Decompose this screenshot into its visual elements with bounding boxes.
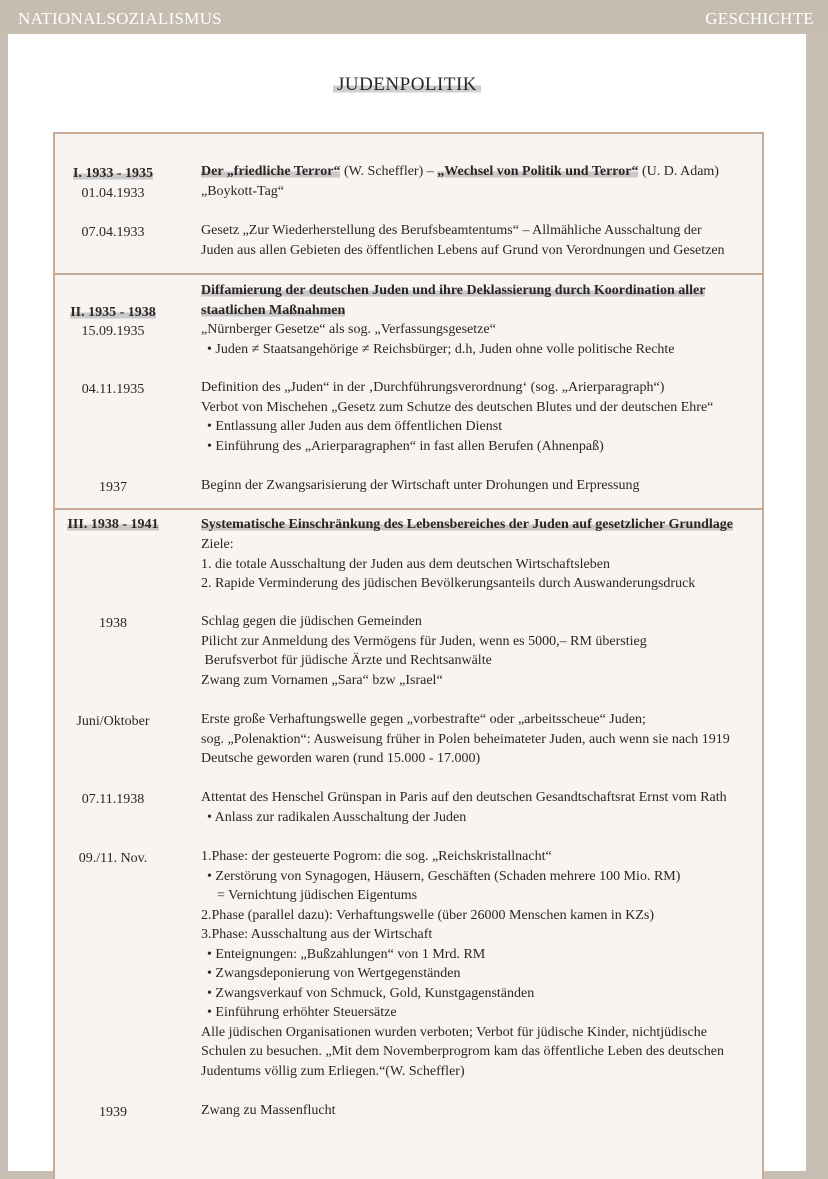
phase-heading: Der „friedliche Terror“ (W. Scheffler) – „Wechsel von Politik und Terror“ (U. D. Adam): [201, 164, 719, 179]
phase-heading: Systematische Einschränkung des Lebensbereiches der Juden auf gesetzlicher Grundlage: [201, 517, 734, 532]
entry-text: Schlag gegen die jüdischen Gemeinden Pilicht zur Anmeldung des Vermögens für Juden, wenn es 5000,– RM überstieg Berufsverbot für jüdische Ärzte und Rechtsanwälte Zwang zum Vornamen „Sara“ bzw „Israel“: [201, 614, 647, 688]
phase-label: I. 1933 - 1935: [72, 166, 154, 181]
entry-date: 09./11. Nov.: [78, 851, 148, 866]
header-bar: [0, 0, 828, 34]
entry-date: 07.04.1933: [81, 225, 145, 240]
entry-date: 15.09.1935: [81, 324, 145, 339]
section-divider: [55, 273, 762, 275]
entry-text: Attentat des Henschel Grünspan in Paris auf den deutschen Gesandtschaftsrat Ernst vom Rath • Anlass zur radikalen Ausschaltung der Juden: [201, 788, 727, 827]
entry-text: Erste große Verhaftungswelle gegen „vorbestrafte“ oder „arbeitsscheue“ Juden; sog. „Polenaktion“: Ausweisung früher in Polen beheimateter Juden, auch wenn sie nach 1919 Deutsche geworden waren (rund 15.000 - 17.000): [201, 712, 730, 766]
entry-text: Gesetz „Zur Wiederherstellung des Berufsbeamtentums“ – Allmähliche Ausschaltung der Juden aus allen Gebieten des öffentlichen Lebens auf Grund von Verordnungen und Gesetzen: [201, 223, 725, 258]
entry-date: 1937: [99, 480, 127, 495]
entry-text: 1.Phase: der gesteuerte Pogrom: die sog. „Reichskristallnacht“ • Zerstörung von Synagogen, Häusern, Geschäften (Schaden mehrere 100 Mio. RM) = Vernichtung jüdischen Eigentums 2.Phase (parallel dazu): Verhaftungswelle (über 26000 Menschen kamen in KZs) 3.Phase: Ausschaltung aus der Wirtschaft • Enteignungen: „Bußzahlungen“ von 1 Mrd. RM • Zwangsdeponierung von Wertgegenständen • Zwangsverkauf von Schmuck, Gold, Kunstgagenständen • Einführung erhöhter Steuersätze Alle jüdischen Organisationen wurden verboten; Verbot für jüdische Kinder, nichtjüdische Schulen zu besuchen. „Mit dem Novemberprogrom kam das öffentliche Leben des deutschen Judentums völlig zum Erliegen.“(W. Scheffler): [201, 847, 724, 1081]
entry-text: „Boykott-Tag“: [201, 184, 284, 199]
timeline-table: [53, 132, 764, 1179]
phase-label: III. 1938 - 1941: [67, 517, 159, 532]
entry-date: 1939: [99, 1105, 127, 1120]
entry-text: „Nürnberger Gesetze“ als sog. „Verfassungsgesetze“ • Juden ≠ Staatsangehörige ≠ Reichsbürger; d.h, Juden ohne volle politische Rechte: [201, 320, 675, 359]
entry-date: 07.11.1938: [81, 792, 145, 807]
phase-heading: Diffamierung der deutschen Juden und ihre Deklassierung durch Koordination aller staatlichen Maßnahmen: [201, 283, 706, 318]
header-category: GESCHICHTE: [705, 9, 814, 28]
section-divider: [55, 508, 762, 510]
phase-label: II. 1935 - 1938: [70, 305, 156, 320]
entry-date: Juni/Oktober: [76, 714, 150, 729]
entry-date: 04.11.1935: [81, 382, 145, 397]
section-intro: Ziele: 1. die totale Ausschaltung der Juden aus dem deutschen Wirtschaftsleben 2. Rapide Verminderung des jüdischen Bevölkerungsanteils durch Auswanderungsdruck: [201, 537, 696, 591]
entry-text: Zwang zu Massenflucht: [201, 1103, 336, 1118]
entry-date: 01.04.1933: [81, 186, 145, 201]
entry-text: Definition des „Juden“ in der ‚Durchführungsverordnung‘ (sog. „Arierparagraph“) Verbot von Mischehen „Gesetz zum Schutze des deutschen Blutes und der deutschen Ehre“ • Entlassung aller Juden aus dem öffentlichen Dienst • Einführung des „Arierparagraphen“ in fast allen Berufen (Ahnenpaß): [201, 378, 713, 456]
entry-date: 1938: [99, 616, 127, 631]
document-page: [8, 34, 806, 1171]
header-subject: NATIONALSOZIALISMUS: [18, 9, 223, 28]
entry-text: Beginn der Zwangsarisierung der Wirtschaft unter Drohungen und Erpressung: [201, 478, 640, 493]
page-title: JUDENPOLITIK: [8, 74, 806, 96]
